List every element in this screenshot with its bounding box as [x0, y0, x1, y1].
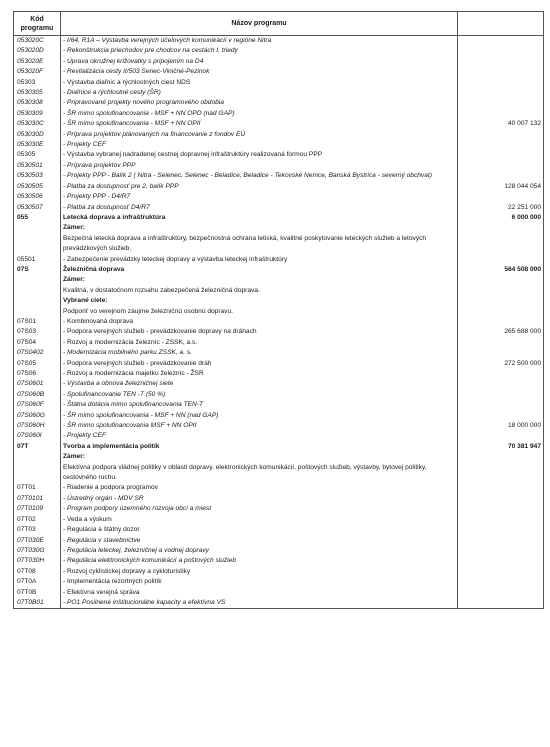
program-amount: 564 508 000: [458, 265, 544, 275]
program-name: - Kombinovaná doprava: [63, 317, 134, 325]
program-code: 05305: [14, 150, 61, 160]
table-header: [14, 12, 544, 36]
table-row: [14, 494, 544, 504]
program-name: - Modernizácia mobilného parku ZSSK, a. s.: [63, 349, 193, 357]
table-row: [14, 400, 544, 410]
program-amount: [458, 483, 544, 493]
program-name: - Regulácia v stavebníctve: [63, 536, 141, 544]
program-name: - Implementácia rezortných politík: [63, 578, 162, 586]
program-amount: [458, 98, 544, 108]
program-name: - Projekty CEF: [63, 432, 106, 440]
program-name: - PO1 Posilnené inštitucionálne kapacity a efektívna VS: [63, 598, 226, 606]
table-row: [14, 109, 544, 119]
program-name: - Príprava projektov PPP: [63, 161, 136, 169]
program-code: 07T030G: [14, 546, 61, 556]
program-amount: [458, 536, 544, 546]
table-row: [14, 411, 544, 421]
program-amount: [458, 36, 544, 47]
program-amount: 265 688 000: [458, 327, 544, 337]
program-name: - Efektívna verejná správa: [63, 588, 140, 596]
program-amount: [458, 192, 544, 202]
program-amount: [458, 567, 544, 577]
program-amount: [458, 88, 544, 98]
program-name: - Projekty CEF: [63, 141, 106, 149]
program-amount: 40 007 132: [458, 119, 544, 129]
program-amount: [458, 130, 544, 140]
program-code: [14, 307, 61, 317]
program-name: - Platba za dostupnosť D4/R7: [63, 203, 150, 211]
table-row: [14, 463, 544, 484]
table-row: [14, 327, 544, 337]
table-row: [14, 150, 544, 160]
program-amount: [458, 161, 544, 171]
program-amount: [458, 234, 544, 255]
program-code: [14, 463, 61, 484]
program-amount: [458, 525, 544, 535]
table-row: [14, 88, 544, 98]
section-label: Vybrané ciele:: [63, 297, 108, 305]
program-name: - Rekonštrukcia priechodov pre chodcov na cestách I. triedy: [63, 47, 238, 55]
program-amount: 128 044 054: [458, 182, 544, 192]
section-label: Zámer:: [63, 276, 85, 284]
program-code: 0530305: [14, 88, 61, 98]
table-row: [14, 483, 544, 493]
program-code: 0530506: [14, 192, 61, 202]
program-amount: [458, 223, 544, 233]
program-code: 07T02: [14, 515, 61, 525]
program-amount: [458, 46, 544, 56]
table-row: [14, 421, 544, 431]
program-code: 07S060G: [14, 411, 61, 421]
program-code: 07S04: [14, 338, 61, 348]
program-amount: [458, 348, 544, 358]
program-amount: [458, 390, 544, 400]
program-code: 07T0A: [14, 577, 61, 587]
program-code: 07S: [14, 265, 61, 275]
program-name: - ŠR mimo spolufinancovania - MSF + NN OPII: [63, 120, 201, 128]
program-code: 07S060B: [14, 390, 61, 400]
program-name: - I/64, R1A – Výstavba verejných účelových komunikácií v regióne Nitra: [63, 37, 272, 44]
program-code: 055: [14, 213, 61, 223]
program-name: - Projekty PPP - Balík 2 ( Nitra - Selenec, Selenec - Beladice, Beladice - Tekovské Nemce, Banská Bystrica - severný obchvat): [63, 172, 432, 180]
program-amount: [458, 504, 544, 514]
program-amount: [458, 296, 544, 306]
program-amount: [458, 338, 544, 348]
program-code: 07T0109: [14, 504, 61, 514]
program-code: 07S0402: [14, 348, 61, 358]
program-amount: [458, 546, 544, 556]
program-code: 07S05: [14, 359, 61, 369]
program-code: [14, 223, 61, 233]
table-row: [14, 78, 544, 88]
program-amount: [458, 307, 544, 317]
program-amount: [458, 598, 544, 609]
program-name: Bezpečná letecká doprava a infraštruktúry, bezpečnostná ochrana letiská, kvalitné poskytovanie leteckých služieb a letových prevádzkových služieb.: [63, 234, 427, 253]
program-amount: [458, 78, 544, 88]
program-name: - Riadenie a podpora programov: [63, 484, 158, 492]
header-amount: [458, 12, 544, 36]
table-row: [14, 171, 544, 181]
program-name: - ŠR mimo spolufinancovania - MSF + NN OPD (nad GAP): [63, 109, 235, 117]
program-code: 0530308: [14, 98, 61, 108]
program-name: - Platba za dostupnosť pre 2. balík PPP: [63, 182, 179, 190]
table-body: [14, 36, 544, 609]
program-amount: [458, 140, 544, 150]
program-amount: 18 000 000: [458, 421, 544, 431]
table-row: [14, 390, 544, 400]
program-amount: [458, 317, 544, 327]
program-amount: [458, 369, 544, 379]
program-code: 07T03: [14, 525, 61, 535]
program-amount: [458, 400, 544, 410]
table-row: [14, 317, 544, 327]
program-name: - Projekty PPP - D4/R7: [63, 193, 131, 201]
program-name: - Spolufinancovanie TEN -T (50 %): [63, 390, 166, 398]
section-label: Zámer:: [63, 453, 85, 461]
program-name: - Rozvoj a modernizácia majetku železníc - ŽSR: [63, 370, 204, 377]
table-row: [14, 431, 544, 441]
program-name: Kvalitná, v dostatočnom rozsahu zabezpečená železničná doprava.: [63, 286, 260, 294]
program-name: - Program podpory územného rozvoja obcí a miest: [63, 505, 212, 513]
table-row: [14, 307, 544, 317]
table-row: [14, 119, 544, 129]
table-row: [14, 182, 544, 192]
program-code: 053020E: [14, 57, 61, 67]
program-name: - Zabezpečenie prevádzky leteckej dopravy a výstavba leteckej infraštruktúry: [63, 255, 288, 263]
program-amount: [458, 57, 544, 67]
program-code: 053030E: [14, 140, 61, 150]
program-amount: [458, 463, 544, 484]
program-amount: 22 251 000: [458, 203, 544, 213]
table-row: [14, 46, 544, 56]
program-code: 07S060H: [14, 421, 61, 431]
table-row: [14, 286, 544, 296]
program-amount: [458, 275, 544, 285]
program-name: Železničná doprava: [63, 265, 125, 273]
program-code: 0530507: [14, 203, 61, 213]
program-name: - Pripravované projekty nového programového obdobia: [63, 99, 224, 107]
program-amount: [458, 109, 544, 119]
program-code: 0530503: [14, 171, 61, 181]
table-row: [14, 379, 544, 389]
program-code: 07S06: [14, 369, 61, 379]
program-amount: [458, 171, 544, 181]
section-label: Zámer:: [63, 224, 85, 232]
program-name: - Rozvoj cyklistickej dopravy a cykloturistiky: [63, 567, 191, 575]
program-code: 07T0101: [14, 494, 61, 504]
table-row: [14, 567, 544, 577]
header-code: Kód programu: [14, 12, 61, 36]
table-row: [14, 223, 544, 233]
program-code: 07S03: [14, 327, 61, 337]
program-name: - Rozvoj a modernizácia železníc - ZSSK, a.s.: [63, 338, 198, 346]
table-row: [14, 296, 544, 306]
table-row: [14, 140, 544, 150]
program-name: - Regulácia elektronických komunikácií a poštových služieb: [63, 557, 236, 565]
program-code: 0530505: [14, 182, 61, 192]
table-row: [14, 359, 544, 369]
program-amount: [458, 379, 544, 389]
program-code: 07T0B01: [14, 598, 61, 609]
program-code: 07T01: [14, 483, 61, 493]
table-row: [14, 161, 544, 171]
program-amount: [458, 286, 544, 296]
program-name: Podporiť vo verejnom záujme železničnú osobnú dopravu.: [63, 307, 233, 315]
program-code: 07T08: [14, 567, 61, 577]
table-row: [14, 525, 544, 535]
program-code: 0530501: [14, 161, 61, 171]
program-amount: [458, 150, 544, 160]
program-code: 07T0B: [14, 588, 61, 598]
program-code: 053020C: [14, 36, 61, 47]
program-name: - Úprava okružnej križovatky s pripojením na D4: [63, 57, 204, 65]
table-row: [14, 57, 544, 67]
program-name: - Regulácia a štátny dozor: [63, 526, 140, 534]
program-name: - Výstavba diaľnic a rýchlostných ciest NDS: [63, 78, 191, 86]
table-row: [14, 192, 544, 202]
program-name: - Príprava projektov plánovaných na financovanie z fondov EÚ: [63, 130, 246, 138]
table-row: [14, 213, 544, 223]
program-amount: [458, 431, 544, 441]
program-code: 053030D: [14, 130, 61, 140]
program-amount: [458, 255, 544, 265]
program-amount: 6 000 000: [458, 213, 544, 223]
program-code: 07T: [14, 442, 61, 452]
program-name: - Regulácia leteckej, železničnej a vodnej dopravy: [63, 546, 209, 554]
program-table: [13, 11, 544, 609]
table-row: [14, 203, 544, 213]
table-row: [14, 504, 544, 514]
table-row: [14, 515, 544, 525]
table-row: [14, 275, 544, 285]
program-name: Letecká doprava a infraštruktúra: [63, 213, 166, 221]
program-name: - Revitalizácia cesty II/503 Senec-Viničné-Pezinok: [63, 68, 210, 76]
program-code: 053020D: [14, 46, 61, 56]
table-row: [14, 338, 544, 348]
program-code: 07S0601: [14, 379, 61, 389]
table-row: [14, 546, 544, 556]
program-amount: [458, 588, 544, 598]
table-row: [14, 36, 544, 47]
program-code: [14, 234, 61, 255]
program-name: - ŠR mimo spolufinancovania MSF + NN OPII: [63, 422, 197, 430]
table-row: [14, 130, 544, 140]
program-code: 07S01: [14, 317, 61, 327]
program-name: - Veda a výskum: [63, 515, 112, 523]
program-code: 05303: [14, 78, 61, 88]
program-name: - Diaľnice a rýchlostné cesty (ŠR): [63, 89, 161, 97]
program-code: 0530309: [14, 109, 61, 119]
table-row: [14, 234, 544, 255]
program-code: [14, 275, 61, 285]
program-name: - Výstavba vybranej nadradenej cestnej dopravnej infraštruktúry realizovaná formou PPP: [63, 151, 323, 159]
program-amount: [458, 452, 544, 462]
program-code: [14, 286, 61, 296]
program-name: Efektívna podpora vládnej politiky v oblasti dopravy, elektronických komunikácií, poštových služieb, výstavby, bytovej politiky, cestovného ruchu.: [63, 463, 427, 482]
table-row: [14, 255, 544, 265]
header-name: Názov programu: [61, 12, 458, 36]
program-name: - Podpora verejných služieb - prevádzkovanie dráh: [63, 359, 212, 367]
table-row: [14, 265, 544, 275]
table-row: [14, 98, 544, 108]
program-code: 07S060F: [14, 400, 61, 410]
program-amount: [458, 67, 544, 77]
program-amount: [458, 494, 544, 504]
program-code: 07T030H: [14, 556, 61, 566]
table-row: [14, 348, 544, 358]
program-code: 07T030E: [14, 536, 61, 546]
program-amount: [458, 556, 544, 566]
table-row: [14, 67, 544, 77]
program-name: - Výstavba a obnova železničnej siete: [63, 380, 174, 388]
table-row: [14, 369, 544, 379]
program-amount: [458, 577, 544, 587]
program-amount: 272 500 000: [458, 359, 544, 369]
table-row: [14, 556, 544, 566]
program-amount: 70 381 947: [458, 442, 544, 452]
program-name: Tvorba a implementácia politík: [63, 442, 160, 450]
table-row: [14, 452, 544, 462]
program-code: 05501: [14, 255, 61, 265]
program-code: 07S060I: [14, 431, 61, 441]
program-code: [14, 452, 61, 462]
program-name: - Ústredný orgán - MDV SR: [63, 494, 144, 502]
program-code: 053030C: [14, 119, 61, 129]
program-name: - ŠR mimo spolufinancovania - MSF + NN (nad GAP): [63, 411, 219, 419]
program-name: - Štátna dotácia mimo spolufinancovania TEN-T: [63, 401, 203, 409]
program-code: 053020F: [14, 67, 61, 77]
table-row: [14, 536, 544, 546]
program-code: [14, 296, 61, 306]
table-row: [14, 442, 544, 452]
table-row: [14, 577, 544, 587]
program-amount: [458, 411, 544, 421]
program-amount: [458, 515, 544, 525]
table-row: [14, 588, 544, 598]
program-name: - Podpora verejných služieb - prevádzkovanie dopravy na dráhach: [63, 328, 257, 336]
table-row: [14, 598, 544, 609]
